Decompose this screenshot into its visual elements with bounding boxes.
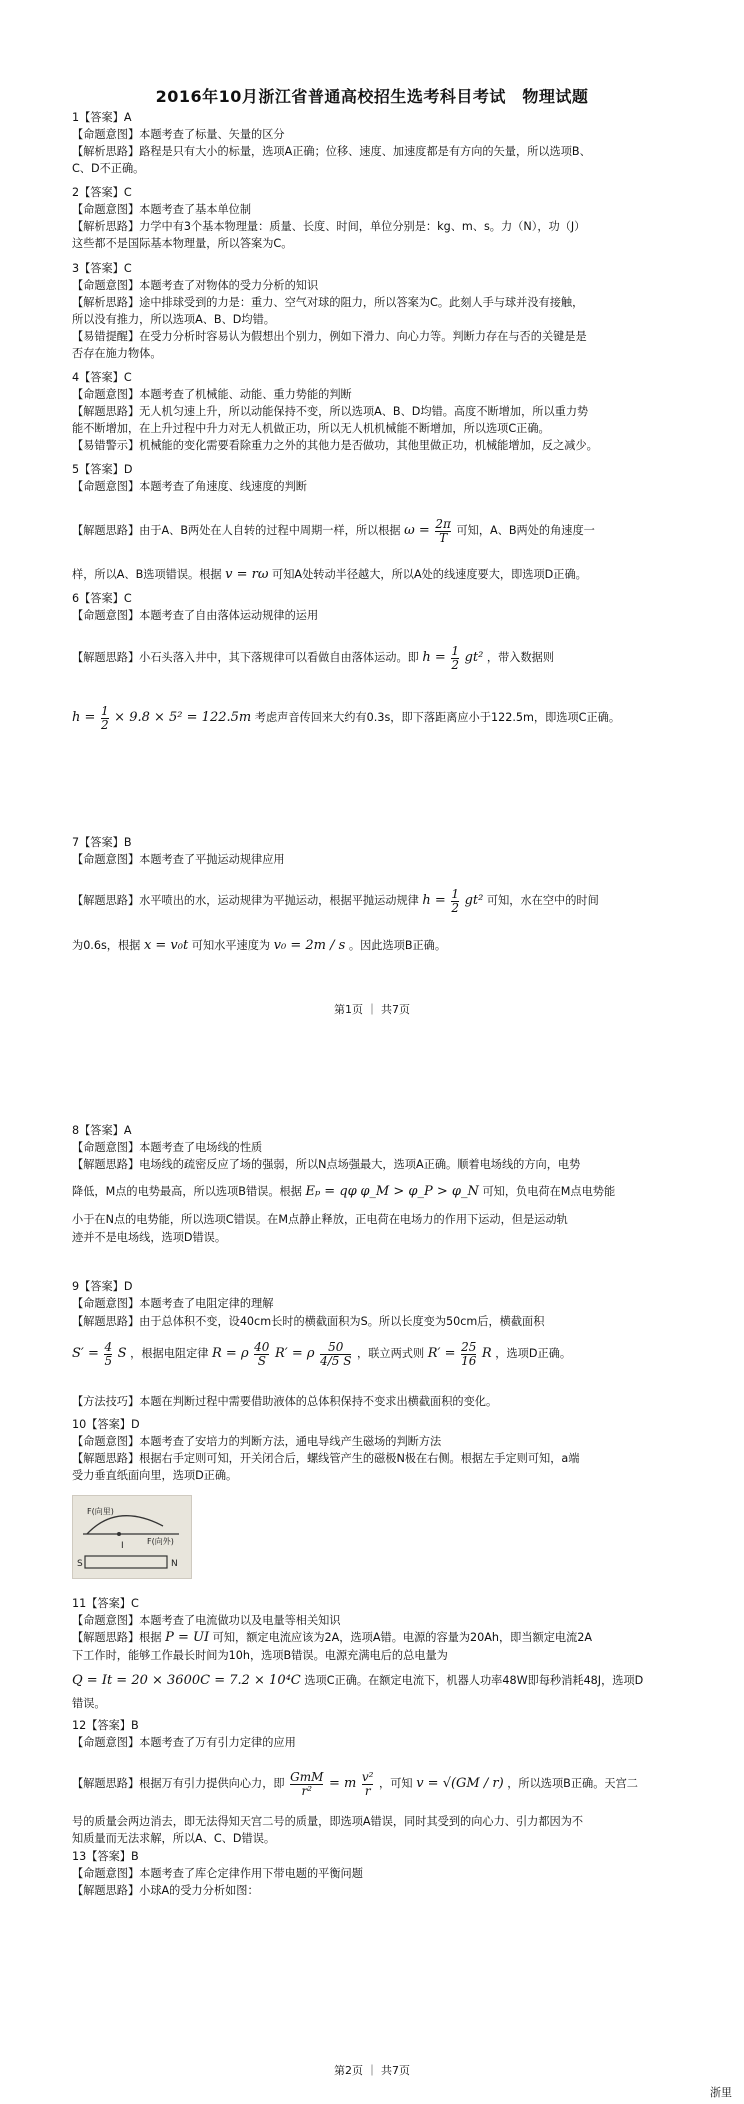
q11-analysis-1 (72, 1630, 692, 1646)
r-formula: R = ρ (212, 1346, 249, 1361)
q7-text-a: 【解题思路】水平喷出的水，运动规律为平抛运动，根据平抛运动规律 (72, 894, 419, 907)
q13-intent: 【命题意图】本题考查了库仑定律作用下带电题的平衡问题 (72, 1867, 363, 1880)
q7-text-c: 为0.6s，根据 (72, 939, 141, 952)
frac-den: r (362, 1784, 374, 1798)
q8-text-b: 可知，负电荷在M点电势能 (482, 1185, 616, 1198)
frac-den: 2 (451, 657, 459, 672)
frac-num: 25 (461, 1339, 477, 1354)
q8-intent: 【命题意图】本题考查了电场线的性质 (72, 1141, 263, 1154)
q7-text-e: 。因此选项B正确。 (348, 939, 447, 952)
q7-text-d: 可知水平速度为 (191, 939, 271, 952)
q3-analysis-2: 所以没有推力，所以选项A、B、D均错。 (72, 313, 275, 326)
q1-analysis-2: C、D不正确。 (72, 162, 145, 175)
q5-text-d: 可知A处转动半径越大，所以A处的线速度要大，即选项D正确。 (272, 568, 587, 581)
frac-num: 1 (451, 886, 459, 901)
q12-intent: 【命题意图】本题考查了万有引力定律的应用 (72, 1736, 296, 1749)
q10-answer: 10【答案】D (72, 1418, 140, 1431)
wire-dot (117, 1532, 121, 1536)
q5-analysis-2 (72, 567, 692, 583)
q7-analysis-2 (72, 938, 692, 954)
q8-answer: 8【答案】A (72, 1124, 132, 1137)
fraction-2pi-t (435, 518, 451, 545)
frac-num: 2π (435, 516, 451, 531)
q9-answer: 9【答案】D (72, 1280, 133, 1293)
h-calc: h = (72, 710, 96, 725)
fraction-50 (320, 1341, 351, 1368)
q6-analysis-2 (72, 700, 692, 736)
q9-text-c: ，选项D正确。 (495, 1347, 572, 1360)
q9-method: 【方法技巧】本题在判断过程中需要借助液体的总体积保持不变求出横截面积的变化。 (72, 1395, 498, 1408)
q2-analysis-1: 【解析思路】力学中有3个基本物理量：质量、长度、时间，单位分别是：kg、m、s。力（N），功（J） (72, 220, 586, 233)
q11-intent: 【命题意图】本题考查了电流做功以及电量等相关知识 (72, 1614, 341, 1627)
q11-text-b: 可知，额定电流应该为2A，选项A错。电源的容量为20Ah，即当额定电流2A (212, 1631, 593, 1644)
omega-formula: ω = (404, 523, 430, 538)
q8-analysis-2 (72, 1184, 692, 1200)
q9-intent: 【命题意图】本题考查了电阻定律的理解 (72, 1297, 274, 1310)
q2-intent: 【命题意图】本题考查了基本单位制 (72, 203, 252, 216)
q12-analysis-1 (72, 1764, 692, 1804)
fraction-half-3 (451, 888, 459, 915)
label-f-out: F(向外) (147, 1537, 174, 1546)
q4-answer: 4【答案】C (72, 371, 132, 384)
q7-text-b: 可知，水在空中的时间 (486, 894, 599, 907)
q13-answer: 13【答案】B (72, 1850, 139, 1863)
q12-text-b: ，可知 (379, 1777, 413, 1790)
s-tail: S (117, 1346, 127, 1361)
q12-answer: 12【答案】B (72, 1719, 139, 1732)
q6-answer: 6【答案】C (72, 592, 132, 605)
q1-answer: 1【答案】A (72, 111, 132, 124)
q13-analysis-1: 【解题思路】小球A的受力分析如图： (72, 1884, 259, 1897)
frac-den: 2 (451, 900, 459, 915)
r-result: R′ = (427, 1346, 456, 1361)
s-prime: S′ = (72, 1346, 99, 1361)
q12-analysis-3: 知质量而无法求解，所以A、C、D错误。 (72, 1832, 276, 1845)
frac-den: 4/5 S (320, 1353, 352, 1368)
r-tail: R (481, 1346, 492, 1361)
q-formula: Q = It = 20 × 3600C = 7.2 × 10⁴C (72, 1673, 301, 1688)
q6-text-b: ，带入数据则 (486, 651, 555, 664)
fraction-v2 (362, 1771, 374, 1798)
q2-answer: 2【答案】C (72, 186, 132, 199)
q9-analysis-2 (72, 1334, 692, 1374)
q10-analysis-1: 【解题思路】根据右手定则可知，开关闭合后，螺线管产生的磁极N极在右侧。根据左手定则可知，a端 (72, 1452, 580, 1465)
q3-analysis-1: 【解析思路】途中排球受到的力是：重力、空气对球的阻力，所以答案为C。此刻人手与球并没有接触， (72, 296, 584, 309)
r-prime: R′ = ρ (275, 1346, 315, 1361)
fraction-4-5 (104, 1341, 112, 1368)
frac-num: GmM (290, 1769, 324, 1784)
fraction-half-2 (101, 705, 109, 732)
v0-formula: v₀ = 2m / s (273, 938, 346, 953)
q5-analysis-1 (72, 513, 692, 549)
q3-tip-2: 否存在施力物体。 (72, 347, 162, 360)
q12-text-c: ，所以选项B正确。天宫二 (507, 1777, 638, 1790)
ep-formula: Eₚ = qφ (305, 1184, 357, 1199)
q8-analysis-1: 【解题思路】电场线的疏密反应了场的强弱，所以N点场强最大，选项A正确。顺着电场线的方向，电势 (72, 1158, 581, 1171)
frac-den: 16 (461, 1353, 477, 1368)
q7-analysis-1 (72, 883, 692, 919)
q11-analysis-3 (72, 1673, 692, 1689)
q4-intent: 【命题意图】本题考查了机械能、动能、重力势能的判断 (72, 388, 352, 401)
frac-num: 1 (100, 703, 109, 718)
q9-text-a: ，根据电阻定律 (130, 1347, 209, 1360)
q11-text-c: 选项C正确。在额定电流下，机器人功率48W即每秒消耗48J，选项D (304, 1674, 644, 1687)
fraction-half (451, 645, 459, 672)
q3-answer: 3【答案】C (72, 262, 132, 275)
v-formula: v = rω (225, 567, 269, 582)
fraction-40-s (254, 1341, 269, 1368)
q8-analysis-4: 迹并不是电场线，选项D错误。 (72, 1231, 227, 1244)
solenoid-box (85, 1556, 167, 1568)
q6-intent: 【命题意图】本题考查了自由落体运动规律的运用 (72, 609, 319, 622)
fraction-25-16 (461, 1341, 476, 1368)
v-sqrt-formula: v = √(GM / r) (416, 1776, 504, 1791)
q11-analysis-2: 下工作时，能够工作最长时间为10h，选项B错误。电源充满电后的总电量为 (72, 1649, 448, 1662)
q3-intent: 【命题意图】本题考查了对物体的受力分析的知识 (72, 279, 319, 292)
q4-analysis-1: 【解题思路】无人机匀速上升，所以动能保持不变，所以选项A、B、D均错。高度不断增加，所以重力势 (72, 405, 589, 418)
eq-m: = m (328, 1776, 357, 1791)
frac-num: v² (361, 1769, 374, 1784)
x-formula: x = v₀t (143, 938, 189, 953)
q12-analysis-2: 号的质量会两边消去，即无法得知天宫二号的质量，即选项A错误，同时其受到的向心力、引力都因为不 (72, 1815, 584, 1828)
frac-den: S (254, 1354, 269, 1368)
q12-text-a: 【解题思路】根据万有引力提供向心力，即 (72, 1777, 285, 1790)
label-n: N (171, 1559, 178, 1569)
q10-intent: 【命题意图】本题考查了安培力的判断方法，通电导线产生磁场的判断方法 (72, 1435, 442, 1448)
solenoid-sketch (72, 1495, 192, 1579)
page-footer-1: 第1页 ｜ 共7页 (334, 1003, 410, 1016)
gt2-formula: gt² (464, 893, 484, 908)
q8-text-a: 降低，M点的电势最高，所以选项B错误。根据 (72, 1185, 302, 1198)
q1-analysis-1: 【解析思路】路程是只有大小的标量，选项A正确；位移、速度、加速度都是有方向的矢量，所以选项B、 (72, 145, 591, 158)
q4-analysis-2: 能不断增加，在上升过程中升力对无人机做正功，所以无人机机械能不断增加，所以选项C正确。 (72, 422, 550, 435)
q9-text-b: ，联立两式则 (357, 1347, 425, 1360)
label-f-in: F(向里) (87, 1507, 114, 1516)
frac-num: 40 (254, 1339, 270, 1354)
label-s: S (77, 1559, 83, 1569)
frac-num: 50 (328, 1339, 344, 1354)
q7-answer: 7【答案】B (72, 836, 132, 849)
q5-intent: 【命题意图】本题考查了角速度、线速度的判断 (72, 480, 307, 493)
q5-text-a: 【解题思路】由于A、B两处在人自转的过程中周期一样，所以根据 (72, 524, 401, 537)
frac-den: 5 (104, 1353, 113, 1368)
frac-den: 2 (100, 717, 109, 732)
q6-analysis-1 (72, 640, 692, 676)
sketch-drawing (73, 1496, 191, 1578)
q6-text-c: 考虑声音传回来大约有0.3s，即下落距离应小于122.5m，即选项C正确。 (254, 711, 621, 724)
q1-intent: 【命题意图】本题考查了标量、矢量的区分 (72, 128, 285, 141)
label-i: I (121, 1541, 124, 1551)
q2-analysis-2: 这些都不是国际基本物理量，所以答案为C。 (72, 237, 293, 250)
q5-answer: 5【答案】D (72, 463, 133, 476)
frac-num: 1 (451, 643, 459, 658)
q3-tip-1: 【易错提醒】在受力分析时容易认为假想出个别力，例如下滑力、向心力等。判断力存在与否的关键是是 (72, 330, 587, 343)
gt2-formula: gt² (464, 650, 484, 665)
corner-watermark: 浙里 (710, 2086, 732, 2099)
h-formula: h = (422, 893, 446, 908)
q6-text-a: 【解题思路】小石头落入井中，其下落规律可以看做自由落体运动。即 (72, 651, 419, 664)
page-footer-2: 第2页 ｜ 共7页 (334, 2064, 410, 2077)
q5-text-c: 样，所以A、B选项错误。根据 (72, 568, 222, 581)
q8-analysis-3: 小于在N点的电势能，所以选项C错误。在M点静止释放，正电荷在电场力的作用下运动，但是运动轨 (72, 1213, 568, 1226)
calc-result: × 9.8 × 5² = 122.5m (114, 710, 252, 725)
frac-num: 4 (104, 1339, 113, 1354)
fraction-gmm (290, 1771, 323, 1798)
q11-answer: 11【答案】C (72, 1597, 139, 1610)
q9-analysis-1: 【解题思路】由于总体积不变，设40cm长时的横截面积为S。所以长度变为50cm后，横截面积 (72, 1315, 545, 1328)
field-arc (87, 1516, 163, 1534)
h-formula: h = (422, 650, 446, 665)
frac-den: r² (290, 1784, 323, 1798)
q4-warn: 【易错警示】机械能的变化需要看除重力之外的其他力是否做功，其他里做正功，机械能增加，反之减少。 (72, 439, 598, 452)
q10-analysis-2: 受力垂直纸面向里，选项D正确。 (72, 1469, 238, 1482)
page-title: 2016年10月浙江省普通高校招生选考科目考试 物理试题 (155, 87, 589, 106)
phi-formula: φ_M > φ_P > φ_N (360, 1184, 479, 1199)
q7-intent: 【命题意图】本题考查了平抛运动规律应用 (72, 853, 285, 866)
p-formula: P = UI (165, 1630, 210, 1645)
frac-den: T (435, 531, 451, 545)
q11-text-a: 【解题思路】根据 (72, 1631, 162, 1644)
q5-text-b: 可知，A、B两处的角速度一 (456, 524, 595, 537)
q11-analysis-4: 错误。 (72, 1697, 106, 1710)
